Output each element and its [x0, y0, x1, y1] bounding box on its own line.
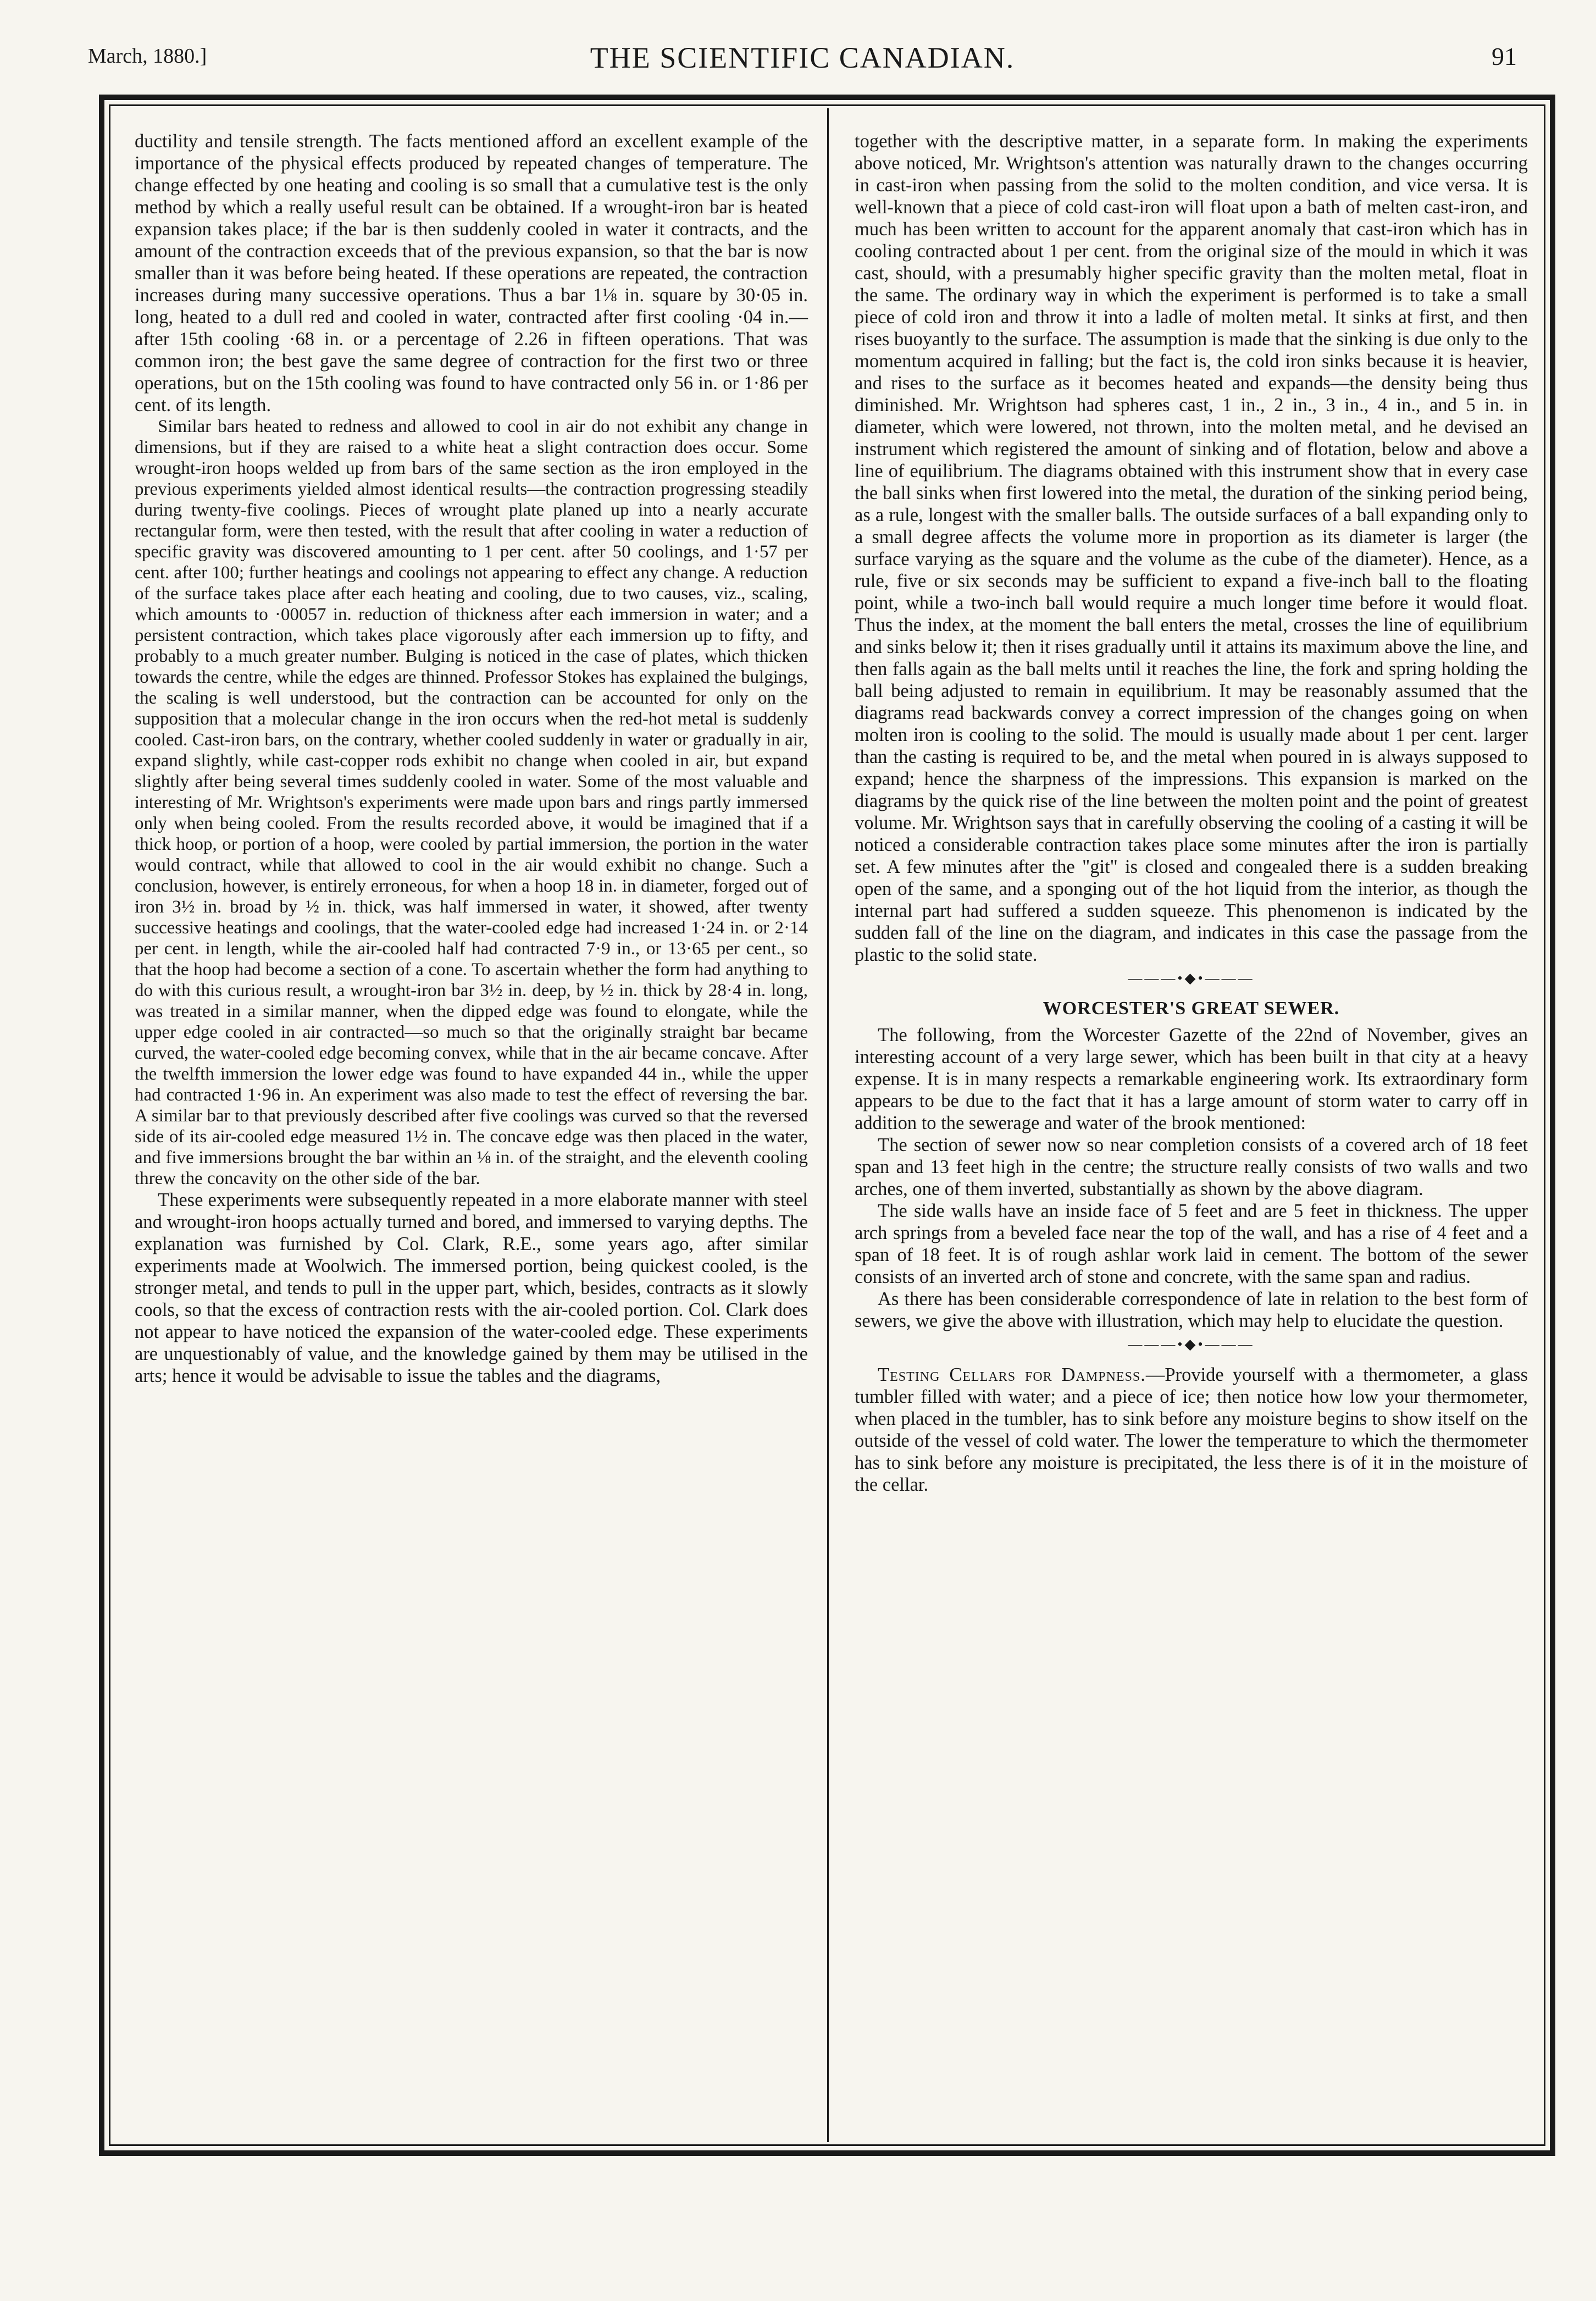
sewer-paragraph-3: The side walls have an inside face of 5 feet and are 5 feet in thickness. The upper arch springs from a beveled face near the top of the wall, and has a rise of 4 feet and a span of 18 feet. It is of rough ashlar work laid in cement. The bottom of the sewer consists of an inverted arch of stone and concrete, with the same span and radius. [855, 1201, 1528, 1287]
left-paragraph-3: These experiments were subsequently repeated in a more elaborate manner with steel and wrought-iron hoops actually turned and bored, and immersed to varying depths. The explanation was furnished by Col. Clark, R.E., some years ago, after similar experiments made at Woolwich. The immersed portion, being quickest cooled, is the stronger metal, and tends to pull in the upper part, which, besides, contracts as it slowly cools, so that the excess of contraction rests with the air-cooled portion. Col. Clark does not appear to have noticed the expansion of the water-cooled edge. These experiments are unquestionably of value, and the knowledge gained by them may be utilised in the arts; hence it would be advisable to issue the tables and the diagrams, [135, 1190, 808, 1386]
publication-title: THE SCIENTIFIC CANADIAN. [590, 41, 1015, 74]
right-column [855, 130, 1528, 1496]
page-number: 91 [1492, 42, 1517, 70]
issue-date: March, 1880.] [88, 45, 207, 68]
testing-paragraph [855, 1364, 1528, 1496]
left-column [135, 130, 808, 1387]
testing-body: —Provide yourself with a thermometer, a glass tumbler filled with water; and a piece of ice; then notice how low your thermometer, when placed in the tumbler, has to sink before any moisture begins to show itself on the outside of the vessel of cold water. The lower the temperature to which the thermometer has to sink before any moisture is precipitated, the less there is of it in the moisture of the cellar. [855, 1364, 1528, 1495]
page-border [99, 95, 1555, 2156]
left-paragraph-2: Similar bars heated to redness and allowed to cool in air do not exhibit any change in dimensions, but if they are raised to a white heat a slight contraction does occur. Some wrought-iron hoops welded up from bars of the same section as the iron employed in the previous experiments yielded almost identical results—the contraction progressing steadily during twenty-five coolings. Pieces of wrought plate planed up into a nearly accurate rectangular form, were then tested, with the result that after cooling in water a reduction of specific gravity was discovered amounting to 1 per cent. after 50 coolings, and 1·57 per cent. after 100; further heatings and coolings not appearing to effect any change. A reduction of the surface takes place after each heating and cooling, due to two causes, viz., scaling, which amounts to ·00057 in. reduction of thickness after each immersion in water; and a persistent contraction, which takes place vigorously after each immersion up to fifty, and probably to a much greater number. Bulging is noticed in the case of plates, which thicken towards the centre, while the edges are thinned. Professor Stokes has explained the bulgings, the scaling is well understood, but the contraction can be accounted for only on the supposition that a molecular change in the iron occurs when the red-hot metal is suddenly cooled. Cast-iron bars, on the contrary, whether cooled suddenly in water or gradually in air, expand slightly, while cast-copper rods exhibit no change when cooled in air, but expand slightly after being several times suddenly cooled in water. Some of the most valuable and interesting of Mr. Wrightson's experiments were made upon bars and rings partly immersed only when being cooled. From the results recorded above, it would be imagined that if a thick hoop, or portion of a hoop, were cooled by partial immersion, the portion in the water would contract, while that allowed to cool in the air would exhibit no change. Such a conclusion, however, is entirely erroneous, for when a hoop 18 in. in diameter, forged out of iron 3½ in. broad by ½ in. thick, was half immersed in water, it showed, after twenty successive heatings and coolings, that the water-cooled edge had increased 1·24 in. or 2·14 per cent. in length, while the air-cooled half had contracted 7·9 in., or 13·65 per cent., so that the hoop had become a section of a cone. To ascertain whether the form had anything to do with this curious result, a wrought-iron bar 3½ in. deep, by ½ in. thick by 28·4 in. long, was treated in a similar manner, when the dipped edge was found to elongate, while the upper edge cooled in air contracted—so much so that the originally straight bar became curved, the water-cooled edge becoming convex, while that in the air became concave. After the twelfth immersion the lower edge was found to have expanded 44 in., while the upper had contracted 1·96 in. An experiment was also made to test the effect of reversing the bar. A similar bar to that previously described after five coolings was curved so that the reversed side of its air-cooled edge measured 1½ in. The concave edge was then placed in the water, and five immersions brought the bar within an ⅛ in. of the straight, and the eleventh cooling threw the concavity on the other side of the bar. [135, 417, 808, 1188]
section-divider-2: ———•◆•——— [1128, 1336, 1255, 1352]
section-divider: ———•◆•——— [1128, 970, 1255, 986]
column-rule [827, 108, 829, 2142]
sewer-paragraph-2: The section of sewer now so near completion consists of a covered arch of 18 feet span and 13 feet high in the centre; the structure really consists of two walls and two arches, one of them inverted, substantially as shown by the above diagram. [855, 1135, 1528, 1199]
section-heading: WORCESTER'S GREAT SEWER. [1043, 998, 1340, 1019]
sewer-paragraph-1: The following, from the Worcester Gazette of the 22nd of November, gives an interesting account of a very large sewer, which has been built in that city at a heavy expense. It is in many respects a remarkable engineering work. Its extraordinary form appears to be due to the fact that it has a large amount of storm water to carry off in addition to the sewerage and water of the brook mentioned: [855, 1025, 1528, 1133]
sewer-paragraph-4: As there has been considerable correspondence of late in relation to the best form of sewers, we give the above with illustration, which may help to elucidate the question. [855, 1288, 1528, 1331]
testing-title: Testing Cellars for Dampness. [878, 1364, 1146, 1385]
right-paragraph-1: together with the descriptive matter, in a separate form. In making the experiments above noticed, Mr. Wrightson's attention was naturally drawn to the changes occurring in cast-iron when passing from the solid to the molten condition, and vice versa. It is well-known that a piece of cold cast-iron will float upon a bath of melten cast-iron, and much has been written to account for the apparent anomaly that cast-iron which has in cooling contracted about 1 per cent. from the original size of the mould in which it was cast, should, with a presumably higher specific gravity than the molten metal, float in the same. The ordinary way in which the experiment is performed is to take a small piece of cold iron and throw it into a ladle of molten metal. It sinks at first, and then rises buoyantly to the surface. The assumption is made that the sinking is due only to the momentum acquired in falling; but the fact is, the cold iron sinks because it is heavier, and rises to the surface as it becomes heated and expands—the density being thus diminished. Mr. Wrightson had spheres cast, 1 in., 2 in., 3 in., 4 in., and 5 in. in diameter, which were lowered, not thrown, into the molten metal, and he devised an instrument which registered the amount of sinking and of flotation, below and above a line of equilibrium. The diagrams obtained with this instrument show that in every case the ball sinks when first lowered into the metal, the duration of the sinking period being, as a rule, longest with the smaller balls. The outside surfaces of a ball expanding only to a small degree affects the volume more in proportion as its diameter is larger (the surface varying as the square and the volume as the cube of the diameter). Hence, as a rule, five or six seconds may be sufficient to expand a five-inch ball to the floating point, while a two-inch ball would require a much longer time before it would float. Thus the index, at the moment the ball enters the metal, crosses the line of equilibrium and sinks below it; then it rises gradually until it attains its maximum above the line, and then falls again as the ball melts until it reaches the line, the fork and spring holding the ball being adjusted to remain in equilibrium. It may be reasonably assumed that the diagrams read backwards convey a correct impression of the changes going on when molten iron is cooling to the solid. The mould is usually made about 1 per cent. larger than the casting is required to be, and the metal when poured in is always supposed to expand; hence the sharpness of the impressions. This expansion is marked on the diagrams by the quick rise of the line between the molten point and the point of greatest volume. Mr. Wrightson says that in carefully observing the cooling of a casting it will be noticed a considerable contraction takes place some minutes after the iron is partially set. A few minutes after the "git" is closed and congealed there is a sudden breaking open of the same, and a sponging out of the hot liquid from the interior, as though the internal part had suffered a sudden squeeze. This phenomenon is indicated by the sudden fall of the line on the diagram, and indicates in this case the passage from the plastic to the solid state. [855, 131, 1528, 965]
page-header [88, 41, 1517, 82]
left-paragraph-1: ductility and tensile strength. The facts mentioned afford an excellent example of the importance of the physical effects produced by repeated changes of temperature. The change effected by one heating and cooling is so small that a cumulative test is the only method by which a really useful result can be obtained. If a wrought-iron bar is heated expansion takes place; if the bar is then suddenly cooled in water it contracts, and the amount of the contraction exceeds that of the previous expansion, so that the bar is now smaller than it was before being heated. If these operations are repeated, the contraction increases during many successive operations. Thus a bar 1⅛ in. square by 30·05 in. long, heated to a dull red and cooled in water, contracted after first cooling ·04 in.—after 15th cooling ·68 in. or a percentage of 2.26 in fifteen operations. That was common iron; the best gave the same degree of contraction for the first two or three operations, but on the 15th cooling was found to have contracted only 56 in. or 1·86 per cent. of its length. [135, 131, 808, 416]
